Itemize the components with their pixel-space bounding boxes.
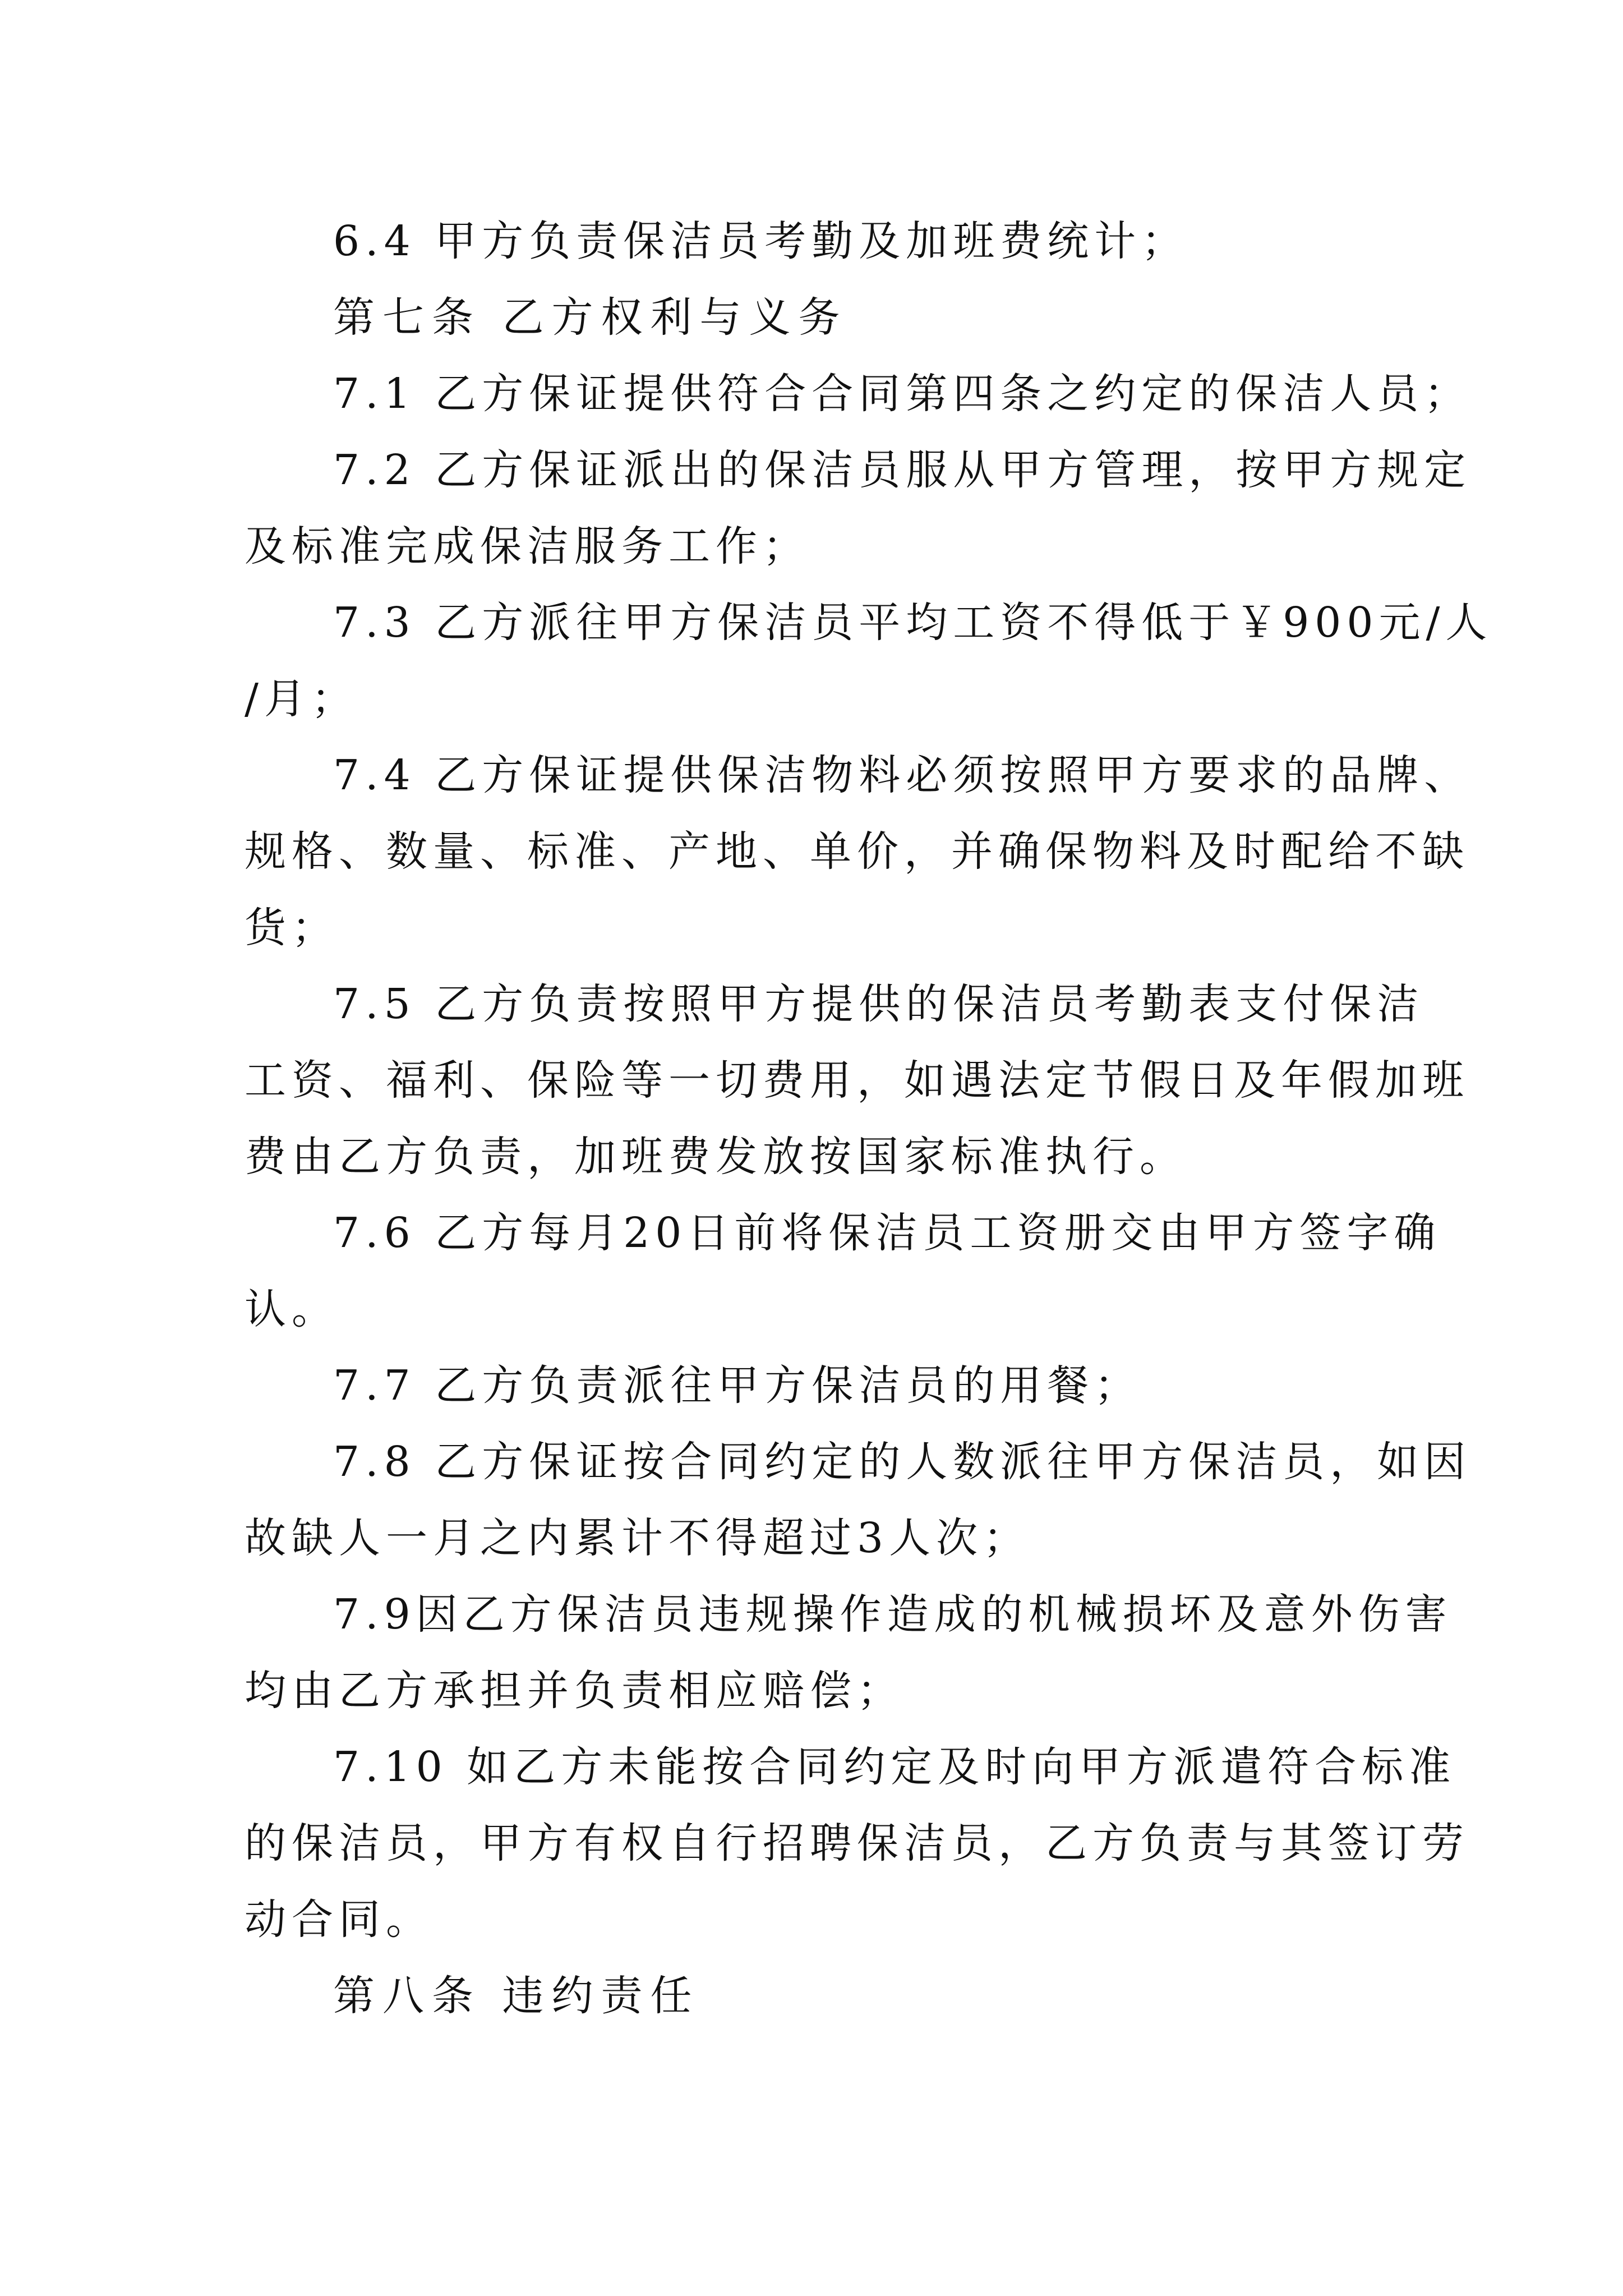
clause-7-4-line-1: 7.4 乙方保证提供保洁物料必须按照甲方要求的品牌、 — [333, 751, 1472, 799]
clause-7-4-line-2: 规格、数量、标准、产地、单价，并确保物料及时配给不缺 — [245, 827, 1469, 876]
clause-6-4: 6.4 甲方负责保洁员考勤及加班费统计； — [333, 217, 1189, 265]
clause-7-6-line-2: 认。 — [245, 1285, 339, 1333]
clause-7-9-line-2: 均由乙方承担并负责相应赔偿； — [245, 1667, 904, 1715]
clause-7-6-line-1: 7.6 乙方每月20日前将保洁员工资册交由甲方签字确 — [333, 1209, 1441, 1257]
clause-7-8-line-1: 7.8 乙方保证按合同约定的人数派往甲方保洁员，如因 — [333, 1438, 1472, 1486]
clause-7-4-line-3: 货； — [245, 904, 339, 952]
clause-7-2-line-1: 7.2 乙方保证派出的保洁员服从甲方管理，按甲方规定 — [333, 446, 1472, 494]
clause-7-9-line-1: 7.9因乙方保洁员违规操作造成的机械损坏及意外伤害 — [333, 1590, 1453, 1639]
clause-7-1: 7.1 乙方保证提供符合合同第四条之约定的保洁人员； — [333, 370, 1472, 418]
clause-7-5-line-2: 工资、福利、保险等一切费用，如遇法定节假日及年假加班 — [245, 1056, 1469, 1105]
clause-7-5-line-1: 7.5 乙方负责按照甲方提供的保洁员考勤表支付保洁 — [333, 980, 1424, 1028]
clause-7-2-line-2: 及标准完成保洁服务工作； — [245, 522, 810, 570]
section-heading-article-8: 第八条 违约责任 — [333, 1972, 700, 2020]
clause-7-3-line-1: 7.3 乙方派往甲方保洁员平均工资不得低于￥900元/人 — [333, 599, 1493, 647]
clause-7-10-line-1: 7.10 如乙方未能按合同约定及时向甲方派遣符合标准 — [333, 1743, 1456, 1791]
clause-7-7: 7.7 乙方负责派往甲方保洁员的用餐； — [333, 1361, 1142, 1410]
clause-7-3-line-2: /月； — [245, 675, 358, 723]
clause-7-10-line-2: 的保洁员，甲方有权自行招聘保洁员，乙方负责与其签订劳 — [245, 1819, 1469, 1867]
clause-7-8-line-2: 故缺人一月之内累计不得超过3人次； — [245, 1514, 1031, 1562]
section-heading-article-7: 第七条 乙方权利与义务 — [333, 293, 848, 342]
clause-7-5-line-3: 费由乙方负责，加班费发放按国家标准执行。 — [245, 1133, 1187, 1181]
clause-7-10-line-3: 动合同。 — [245, 1895, 433, 1944]
